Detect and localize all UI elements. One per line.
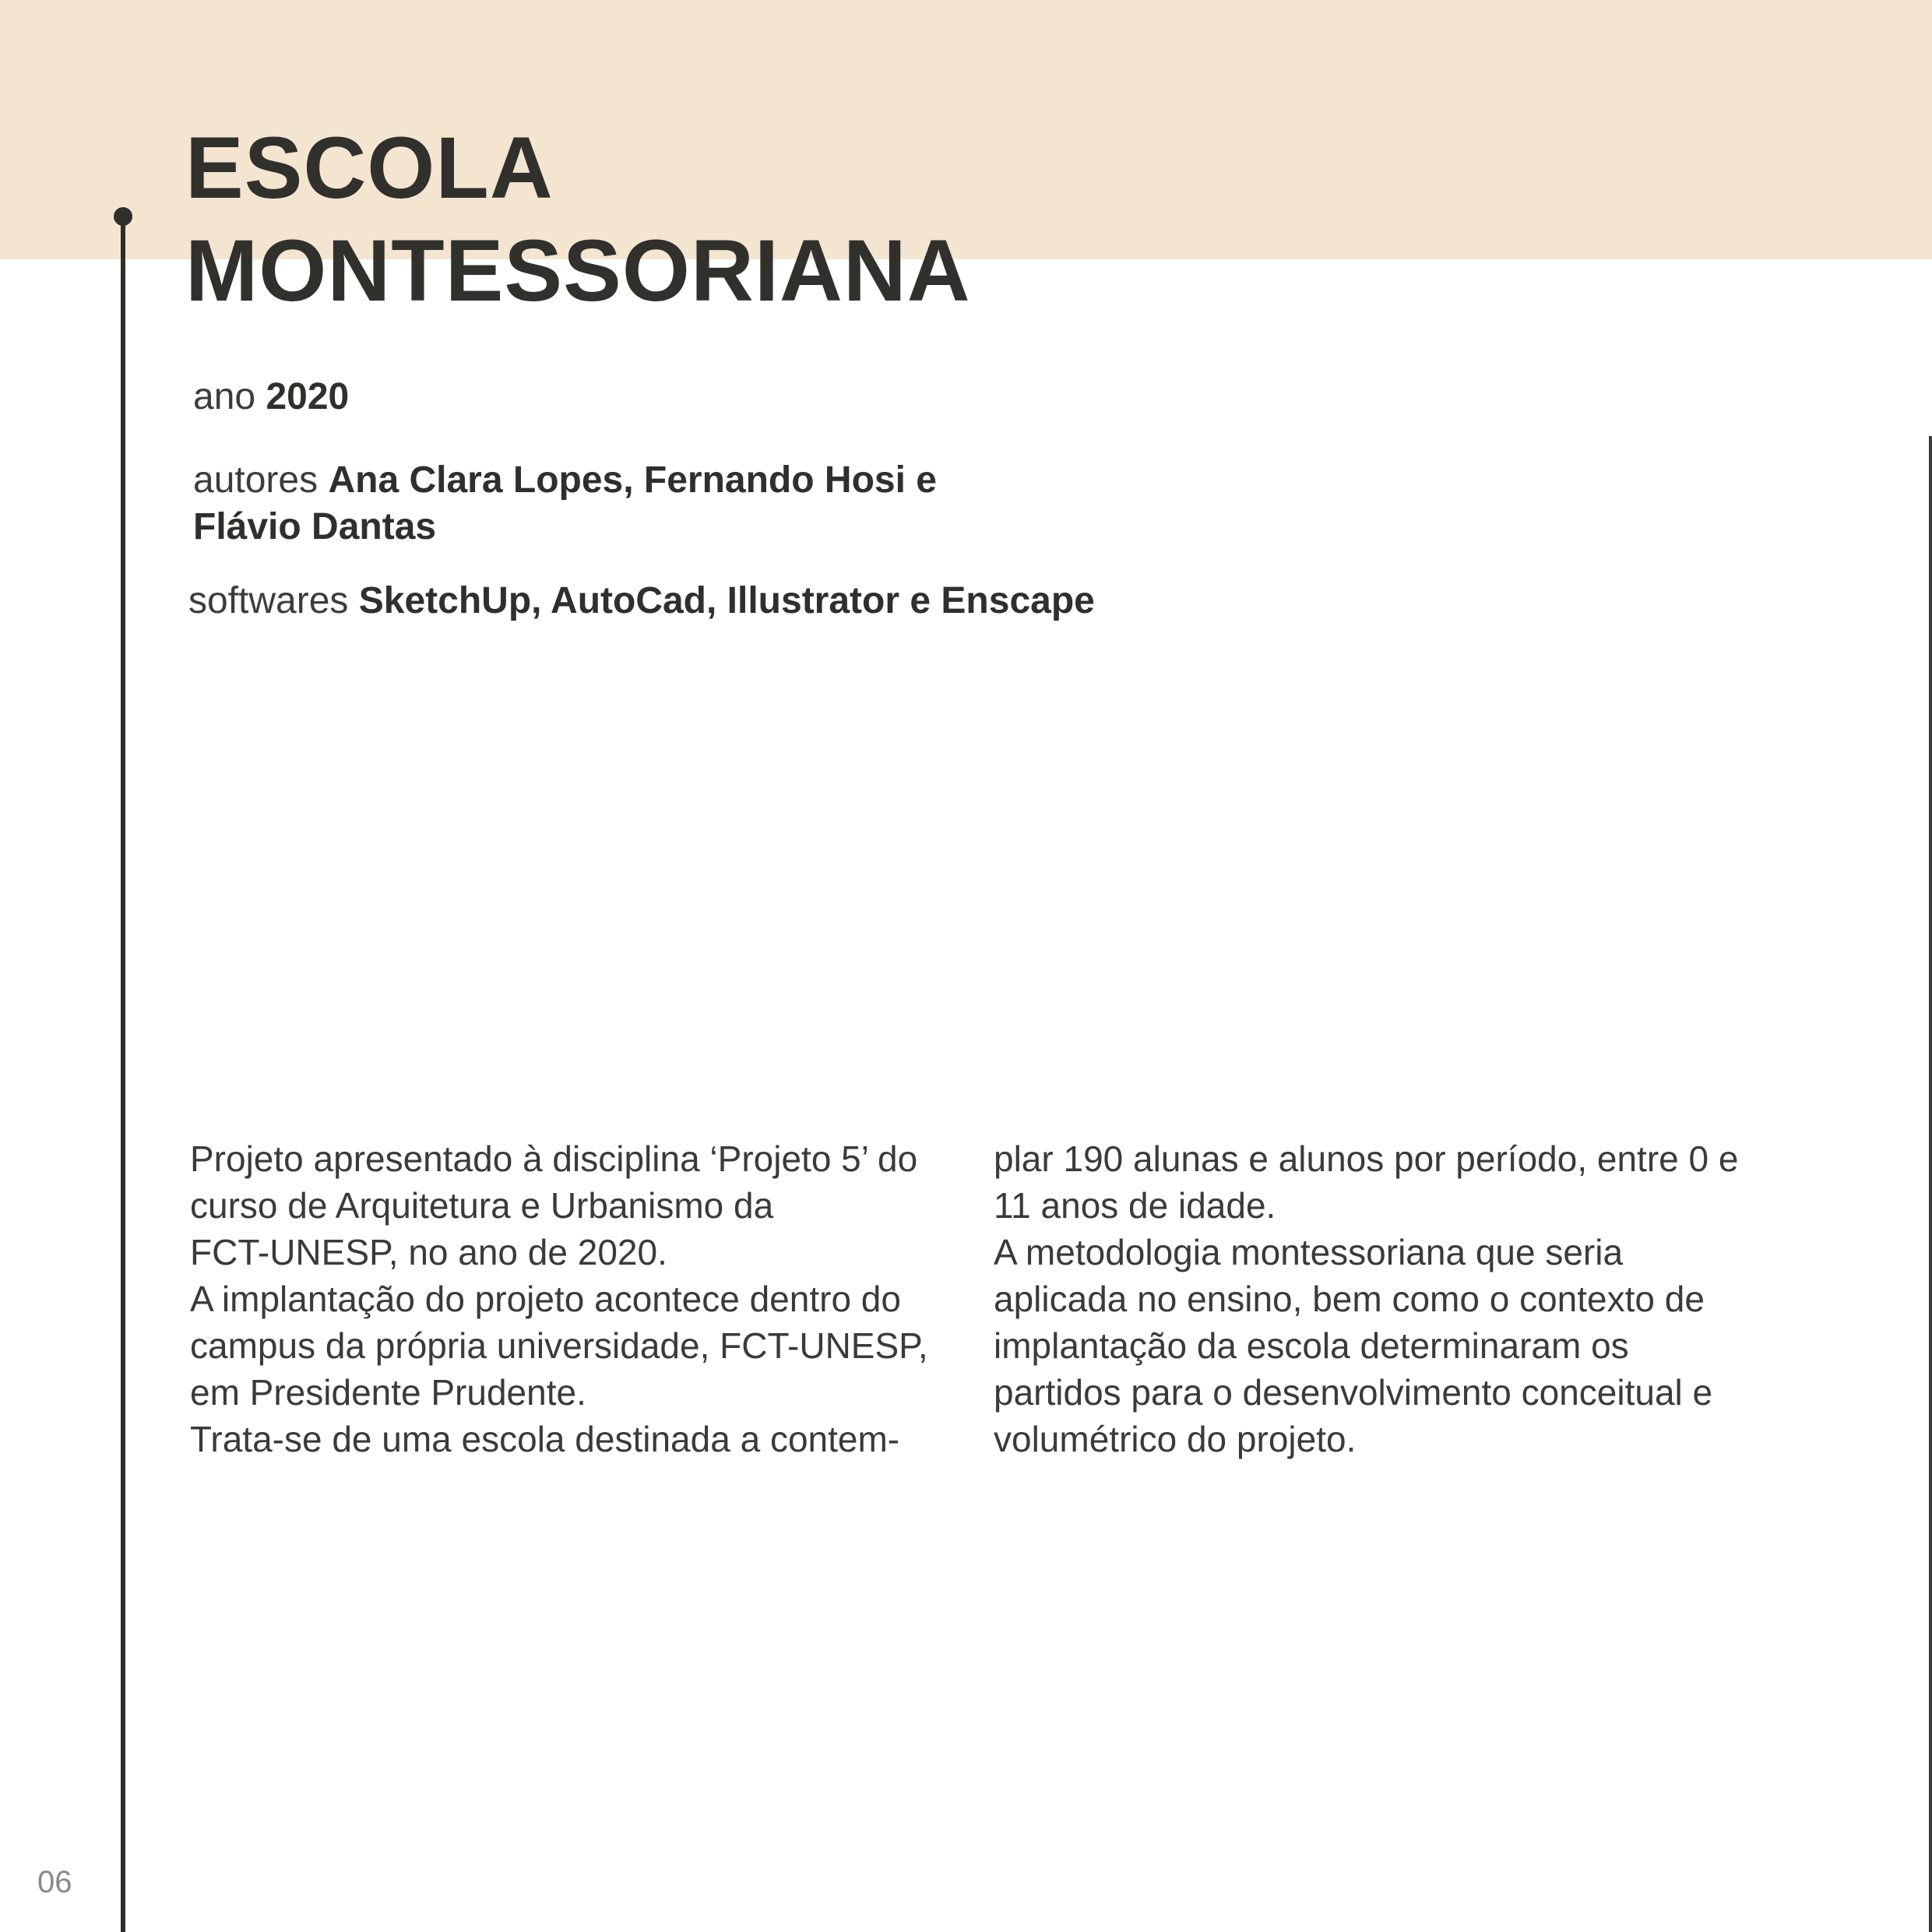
meta-software-value: SketchUp, AutoCad, Illustrator e Enscape (358, 580, 1095, 621)
meta-authors (193, 457, 937, 551)
body-line: volumétrico do projeto. (994, 1419, 1357, 1459)
body-line: A metodologia montessoriana que seria (994, 1232, 1624, 1272)
body-line: campus da própria universidade, FCT-UNESP, (190, 1325, 928, 1366)
body-line: Projeto apresentado à disciplina ‘Projeto 5’ do (190, 1138, 918, 1179)
body-line: Trata-se de uma escola destinada a contem- (190, 1419, 900, 1459)
meta-software (188, 578, 1095, 625)
body-column-right (994, 1135, 1772, 1462)
body-line: 11 anos de idade. (994, 1185, 1276, 1226)
body-column-left (190, 1135, 969, 1462)
page-number: 06 (37, 1865, 72, 1899)
meta-year (193, 374, 349, 421)
body-line: aplicada no ensino, bem como o contexto de (994, 1279, 1705, 1319)
meta-authors-value-line-1: Ana Clara Lopes, Fernando Hosi e (328, 459, 937, 501)
meta-authors-label: autores (193, 459, 318, 501)
page-title (185, 117, 971, 322)
meta-year-value: 2020 (266, 376, 350, 417)
body-line: plar 190 alunas e alunos por período, entre 0 e (994, 1138, 1739, 1179)
meta-authors-value-line-2: Flávio Dantas (193, 506, 437, 547)
title-line-2: MONTESSORIANA (185, 222, 971, 319)
body-line: partidos para o desenvolvimento conceitual e (994, 1372, 1713, 1413)
body-line: curso de Arquitetura e Urbanismo da (190, 1185, 774, 1226)
meta-year-label: ano (193, 376, 256, 417)
meta-software-label: softwares (188, 580, 349, 621)
body-line: FCT-UNESP, no ano de 2020. (190, 1232, 667, 1272)
page-edge-line (1929, 436, 1932, 1932)
body-line: implantação da escola determinaram os (994, 1325, 1629, 1366)
timeline-line (121, 216, 125, 1932)
title-line-1: ESCOLA (185, 119, 554, 216)
body-line: A implantação do projeto acontece dentro do (190, 1279, 901, 1319)
body-line: em Presidente Prudente. (190, 1372, 586, 1413)
